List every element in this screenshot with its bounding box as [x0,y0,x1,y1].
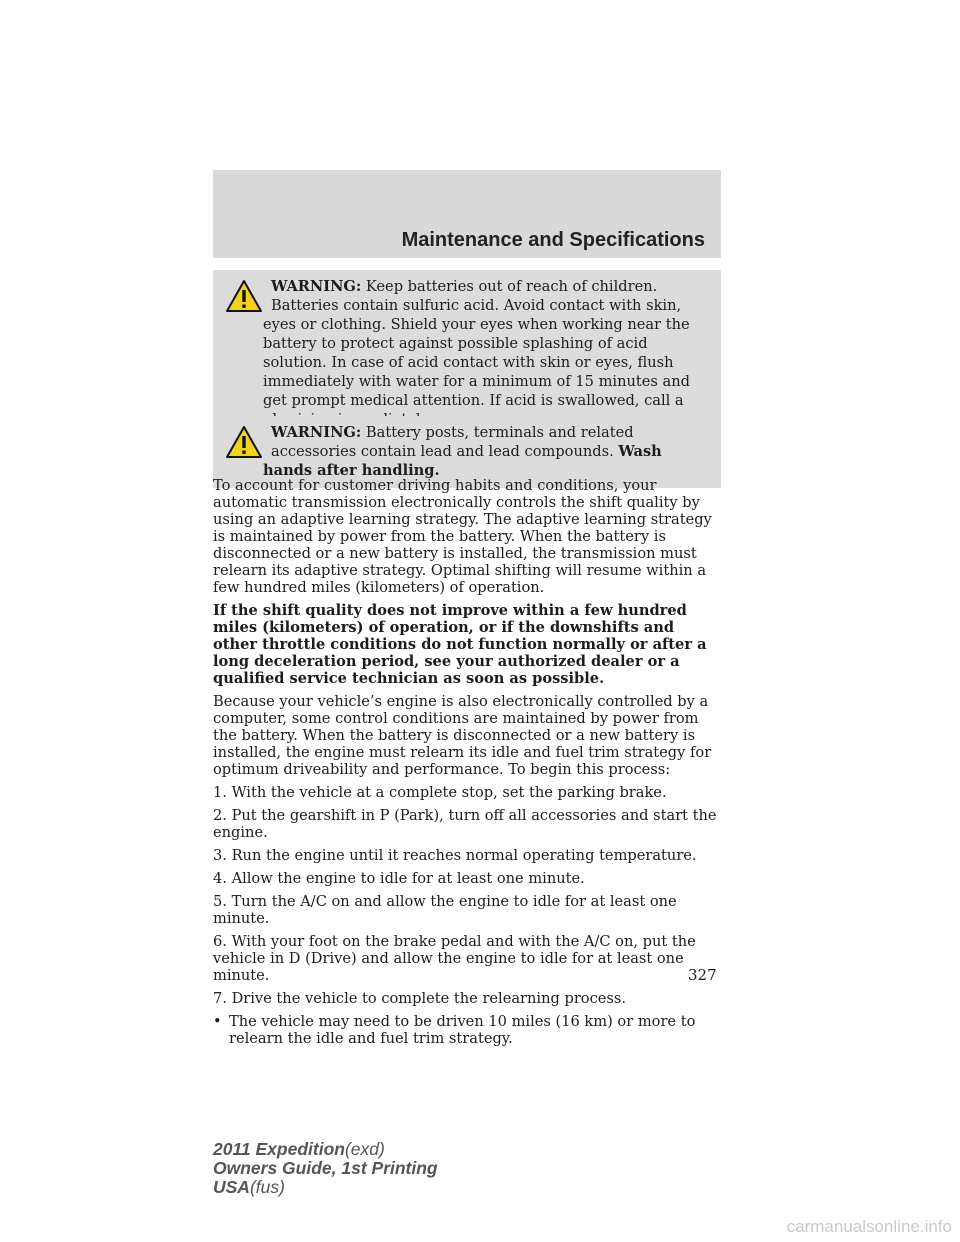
warning-bold-text: Wash hands after handling. [263,443,662,479]
step-4: 4. Allow the engine to idle for at least one minute. [213,870,585,887]
bullet-symbol: • [213,1013,222,1030]
watermark: carmanualsonline.info [786,1217,952,1236]
step-2: 2. Put the gearshift in P (Park), turn off all accessories and start the engine. [213,807,717,841]
footer-printing: Owners Guide, 1st Printing [213,1158,438,1178]
paragraph-adaptive-learning: To account for customer driving habits and conditions, your automatic transmission electronically controls the shift quality by using an adaptive learning strategy. The adaptive learning strategy is maintained by power from the battery. When the battery is disconnected or a new battery is installed, the transmission must relearn its adaptive strategy. Optimal shifting will resume within a few hundred miles (kilometers) of operation. [213,477,712,596]
warning-triangle-icon [225,279,265,315]
bullet-text: The vehicle may need to be driven 10 miles (16 km) or more to relearn the idle and fuel trim strategy. [229,1013,696,1047]
body-text [213,477,723,1047]
print-footer [213,1140,438,1197]
page-number: 327 [688,966,717,984]
paragraph-engine-relearn: Because your vehicle’s engine is also electronically controlled by a computer, some control conditions are maintained by power from the battery. When the battery is disconnected or a new battery is installed, the engine must relearn its idle and fuel trim strategy for optimum driveability and performance. To begin this process: [213,693,712,778]
step-5: 5. Turn the A/C on and allow the engine to idle for at least one minute. [213,893,677,927]
warning-text: Battery posts, terminals and related accessories contain lead and lead compounds. [271,424,634,460]
step-7: 7. Drive the vehicle to complete the relearning process. [213,990,627,1007]
section-title: Maintenance and Specifications [401,229,705,251]
footer-model-code: (exd) [344,1139,385,1159]
footer-market: USA [213,1177,250,1197]
warning-label: WARNING: [271,278,362,295]
step-1: 1. With the vehicle at a complete stop, set the parking brake. [213,784,667,801]
warning-box-battery-acid [213,270,721,437]
footer-market-code: (fus) [249,1177,285,1197]
warning-text: Keep batteries out of reach of children. Batteries contain sulfuric acid. Avoid contact with skin, eyes or clothing. Shield your eyes when working near the battery to protect against possible splashing of acid solution. In case of acid contact with skin or eyes, flush immediately with water for a minimum of 15 minutes and get prompt medical attention. If acid is swallowed, call a [263,278,690,409]
paragraph-shift-quality-notice: If the shift quality does not improve within a few hundred miles (kilometers) of operation, or if the downshifts and other throttle conditions do not function normally or after a long deceleration period, see your authorized dealer or a qualified service technician as soon as possible. [213,602,707,687]
step-6: 6. With your foot on the brake pedal and with the A/C on, put the vehicle in D (Drive) and allow the engine to idle for at least one minute. [213,933,696,984]
section-header-band [213,170,721,258]
step-3: 3. Run the engine until it reaches normal operating temperature. [213,847,697,864]
footer-model: 2011 Expedition [213,1139,345,1159]
bullet-item [213,1013,723,1047]
warning-label: WARNING: [271,424,362,441]
warning-triangle-icon [225,425,265,461]
